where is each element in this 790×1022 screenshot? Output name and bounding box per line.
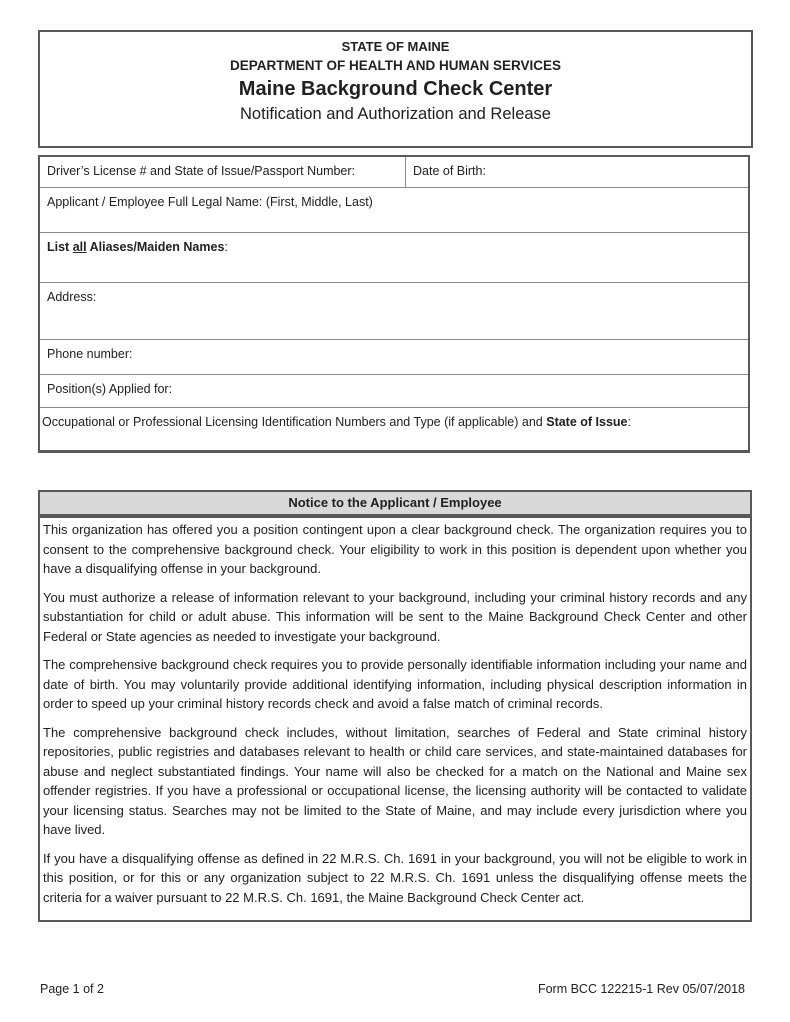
form-header-box bbox=[38, 30, 753, 148]
state-title: STATE OF MAINE bbox=[341, 39, 450, 54]
notice-paragraph: If you have a disqualifying offense as defined in 22 M.R.S. Ch. 1691 in your background, you will not be eligible to work in this position, or for this or any organization subject to 22 M.R.S. Ch. 1691 unless the disqualifying offense meets the criteria for a waiver pursuant to 22 M.R.S. Ch. 1691, the Maine Background Check Center act. bbox=[43, 850, 747, 905]
full-name-field bbox=[40, 188, 748, 233]
notice-body bbox=[38, 516, 752, 922]
full-name-label: Applicant / Employee Full Legal Name: (First, Middle, Last) bbox=[47, 195, 373, 209]
notice-paragraph: The comprehensive background check includes, without limitation, searches of Federal and State criminal history repositories, public registries and databases relevant to health or child care services, and state-maintained databases for abuse and neglect substantiated findings. Your name will also be checked for a match on the National and Maine sex offender registries. If you have a professional or occupational license, the licensing authority will be contacted to validate your licensing status. Searches may not be limited to the State of Maine, and may include every jurisdiction where you have lived. bbox=[43, 724, 747, 837]
position-field bbox=[40, 375, 748, 408]
address-field bbox=[40, 283, 748, 340]
notice-section-header bbox=[38, 490, 752, 516]
phone-field bbox=[40, 340, 748, 375]
aliases-colon: : bbox=[224, 240, 228, 254]
page-footer bbox=[40, 982, 745, 996]
row-license-dob bbox=[40, 157, 748, 188]
notice-title: Notice to the Applicant / Employee bbox=[288, 495, 502, 510]
form-revision: Form BCC 122215-1 Rev 05/07/2018 bbox=[537, 982, 745, 996]
address-label: Address: bbox=[47, 290, 97, 304]
occupational-license-field bbox=[40, 408, 748, 450]
notice-paragraph: The comprehensive background check requires you to provide personally identifiable information including your name and date of birth. You may voluntarily provide additional identifying information, including physical description information in order to speed up your criminal history records check and avoid a false match of criminal records. bbox=[43, 657, 747, 711]
aliases-label: List all Aliases/Maiden Names bbox=[47, 240, 225, 254]
drivers-license-field bbox=[40, 157, 406, 187]
notice-paragraph: You must authorize a release of information relevant to your background, including your criminal history records and any substantiation for child or adult abuse. This information will be sent to the Maine Background Check Center and other Federal or State agencies as needed to investigate your background. bbox=[43, 589, 747, 644]
notice-paragraph: This organization has offered you a position contingent upon a clear background check. The organization requires you to consent to the comprehensive background check. Your eligibility to work in this position is dependent upon whether you have a disqualifying offense in your background. bbox=[43, 522, 747, 576]
position-label: Position(s) Applied for: bbox=[47, 382, 173, 396]
occupational-license-label: Occupational or Professional Licensing Identification Numbers and Type (if applicable) and State of Issue: bbox=[42, 415, 631, 429]
page-number: Page 1 of 2 bbox=[40, 982, 104, 996]
date-of-birth-label: Date of Birth: bbox=[413, 164, 486, 178]
form-title: Maine Background Check Center bbox=[238, 78, 553, 100]
phone-label: Phone number: bbox=[47, 347, 133, 361]
date-of-birth-field bbox=[406, 157, 748, 187]
form-subtitle: Notification and Authorization and Release bbox=[240, 105, 551, 123]
department-title: DEPARTMENT OF HEALTH AND HUMAN SERVICES bbox=[229, 58, 561, 73]
aliases-field bbox=[40, 233, 748, 283]
drivers-license-label: Driver’s License # and State of Issue/Passport Number: bbox=[47, 164, 356, 178]
applicant-info-table bbox=[38, 155, 750, 453]
